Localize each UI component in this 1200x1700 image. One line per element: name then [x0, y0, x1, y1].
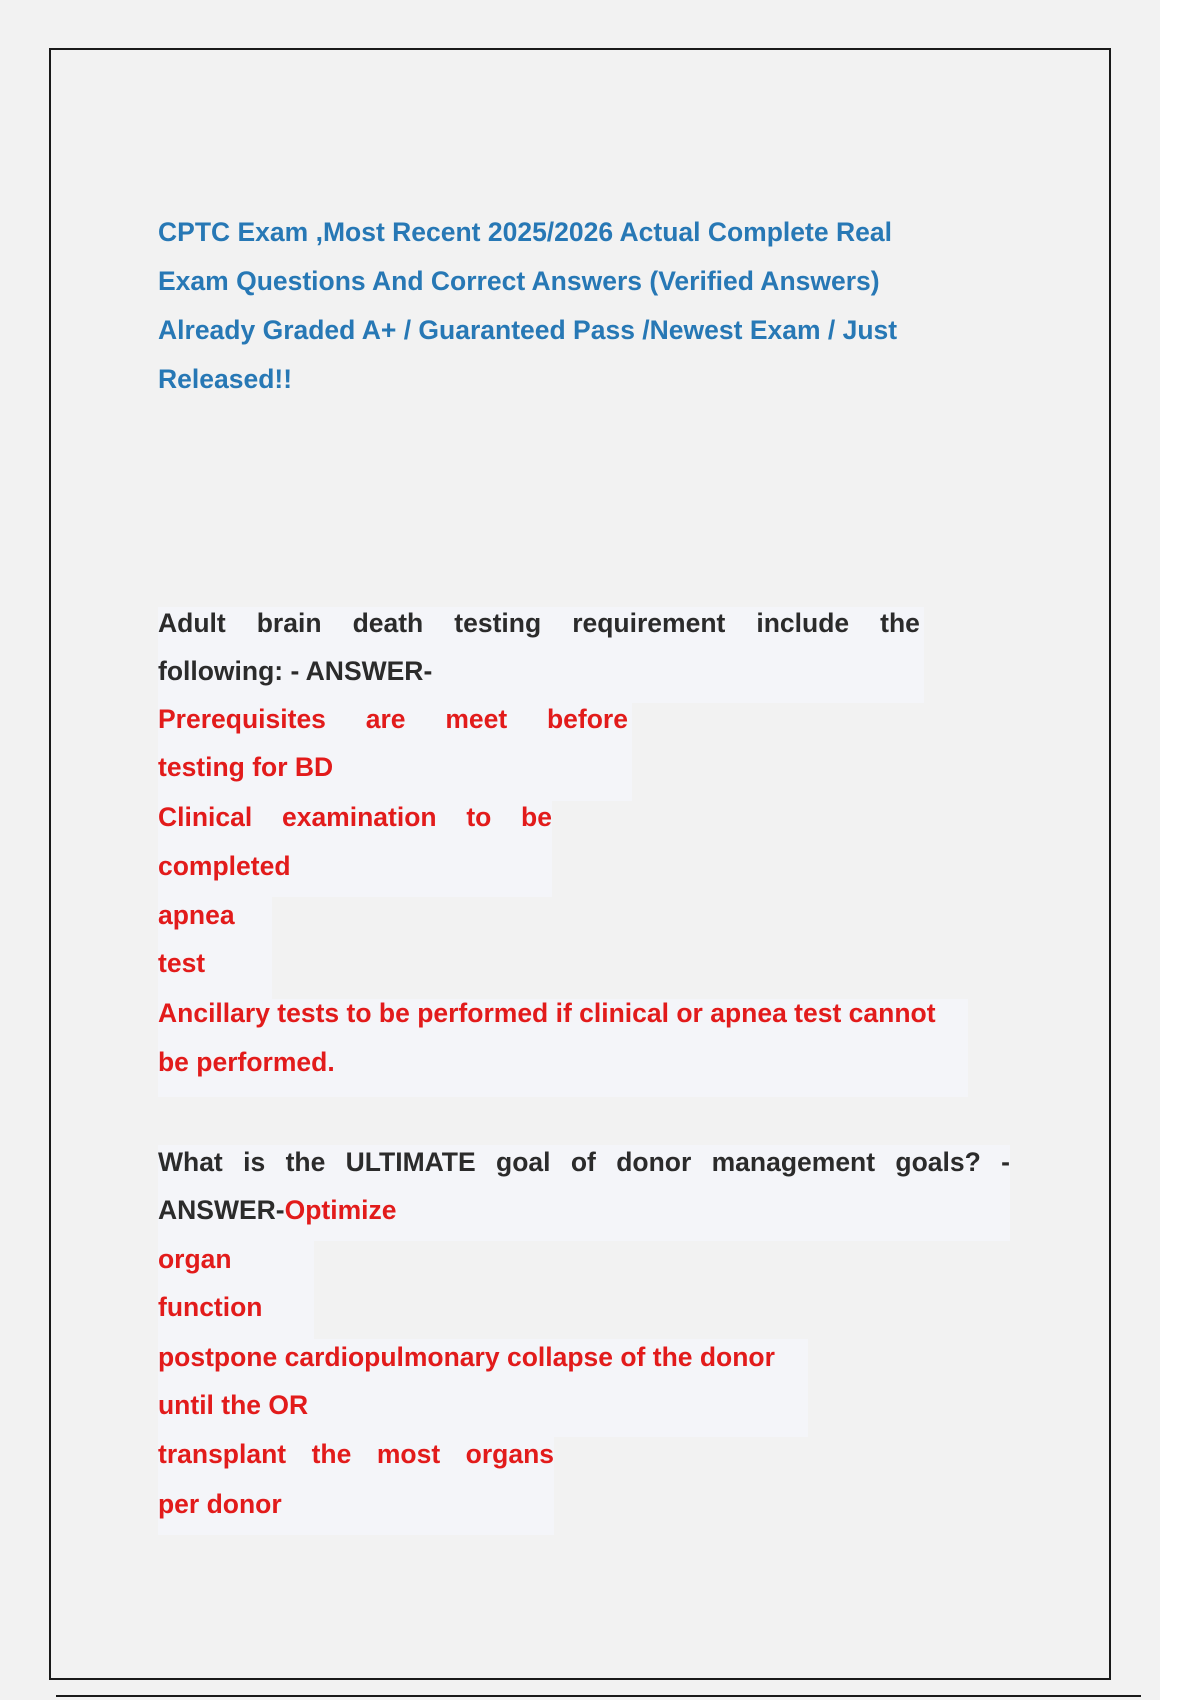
question-1-line-2: following: - ANSWER-: [158, 656, 433, 686]
answer-1-line-3: Clinical examination to be: [158, 802, 552, 832]
question-2-line-1: What is the ULTIMATE goal of donor management goals? -: [158, 1147, 1010, 1177]
answer-2-line-3: function: [158, 1292, 263, 1322]
answer-2-line-2: organ: [158, 1244, 232, 1274]
answer-1-line-2: testing for BD: [158, 752, 334, 782]
answer-1-line-4: completed: [158, 851, 291, 881]
answer-1-line-8: be performed.: [158, 1047, 335, 1077]
answer-1-line-6: test: [158, 948, 206, 978]
answer-1-line-1: Prerequisites are meet before: [158, 704, 628, 734]
document-title: CPTC Exam ,Most Recent 2025/2026 Actual Complete Real Exam Questions And Correct Answers (Verified Answers) Already Graded A+ / Guaranteed Pass /Newest Exam / Just Released!!: [158, 217, 898, 394]
answer-2-line-6: transplant the most organs: [158, 1439, 554, 1469]
answer-1-line-5: apnea: [158, 900, 235, 930]
answer-2-line-4: postpone cardiopulmonary collapse of the donor: [158, 1342, 775, 1372]
viewer-margin: [1160, 0, 1200, 1700]
answer-2-line-7: per donor: [158, 1489, 282, 1519]
answer-2-line-5: until the OR: [158, 1390, 309, 1420]
question-2-line-2: ANSWER-Optimize: [158, 1195, 397, 1225]
question-1-line-1: Adult brain death testing requirement include the: [158, 608, 920, 638]
answer-1-line-7: Ancillary tests to be performed if clinical or apnea test cannot: [158, 998, 936, 1028]
page-divider: [56, 1695, 1141, 1697]
